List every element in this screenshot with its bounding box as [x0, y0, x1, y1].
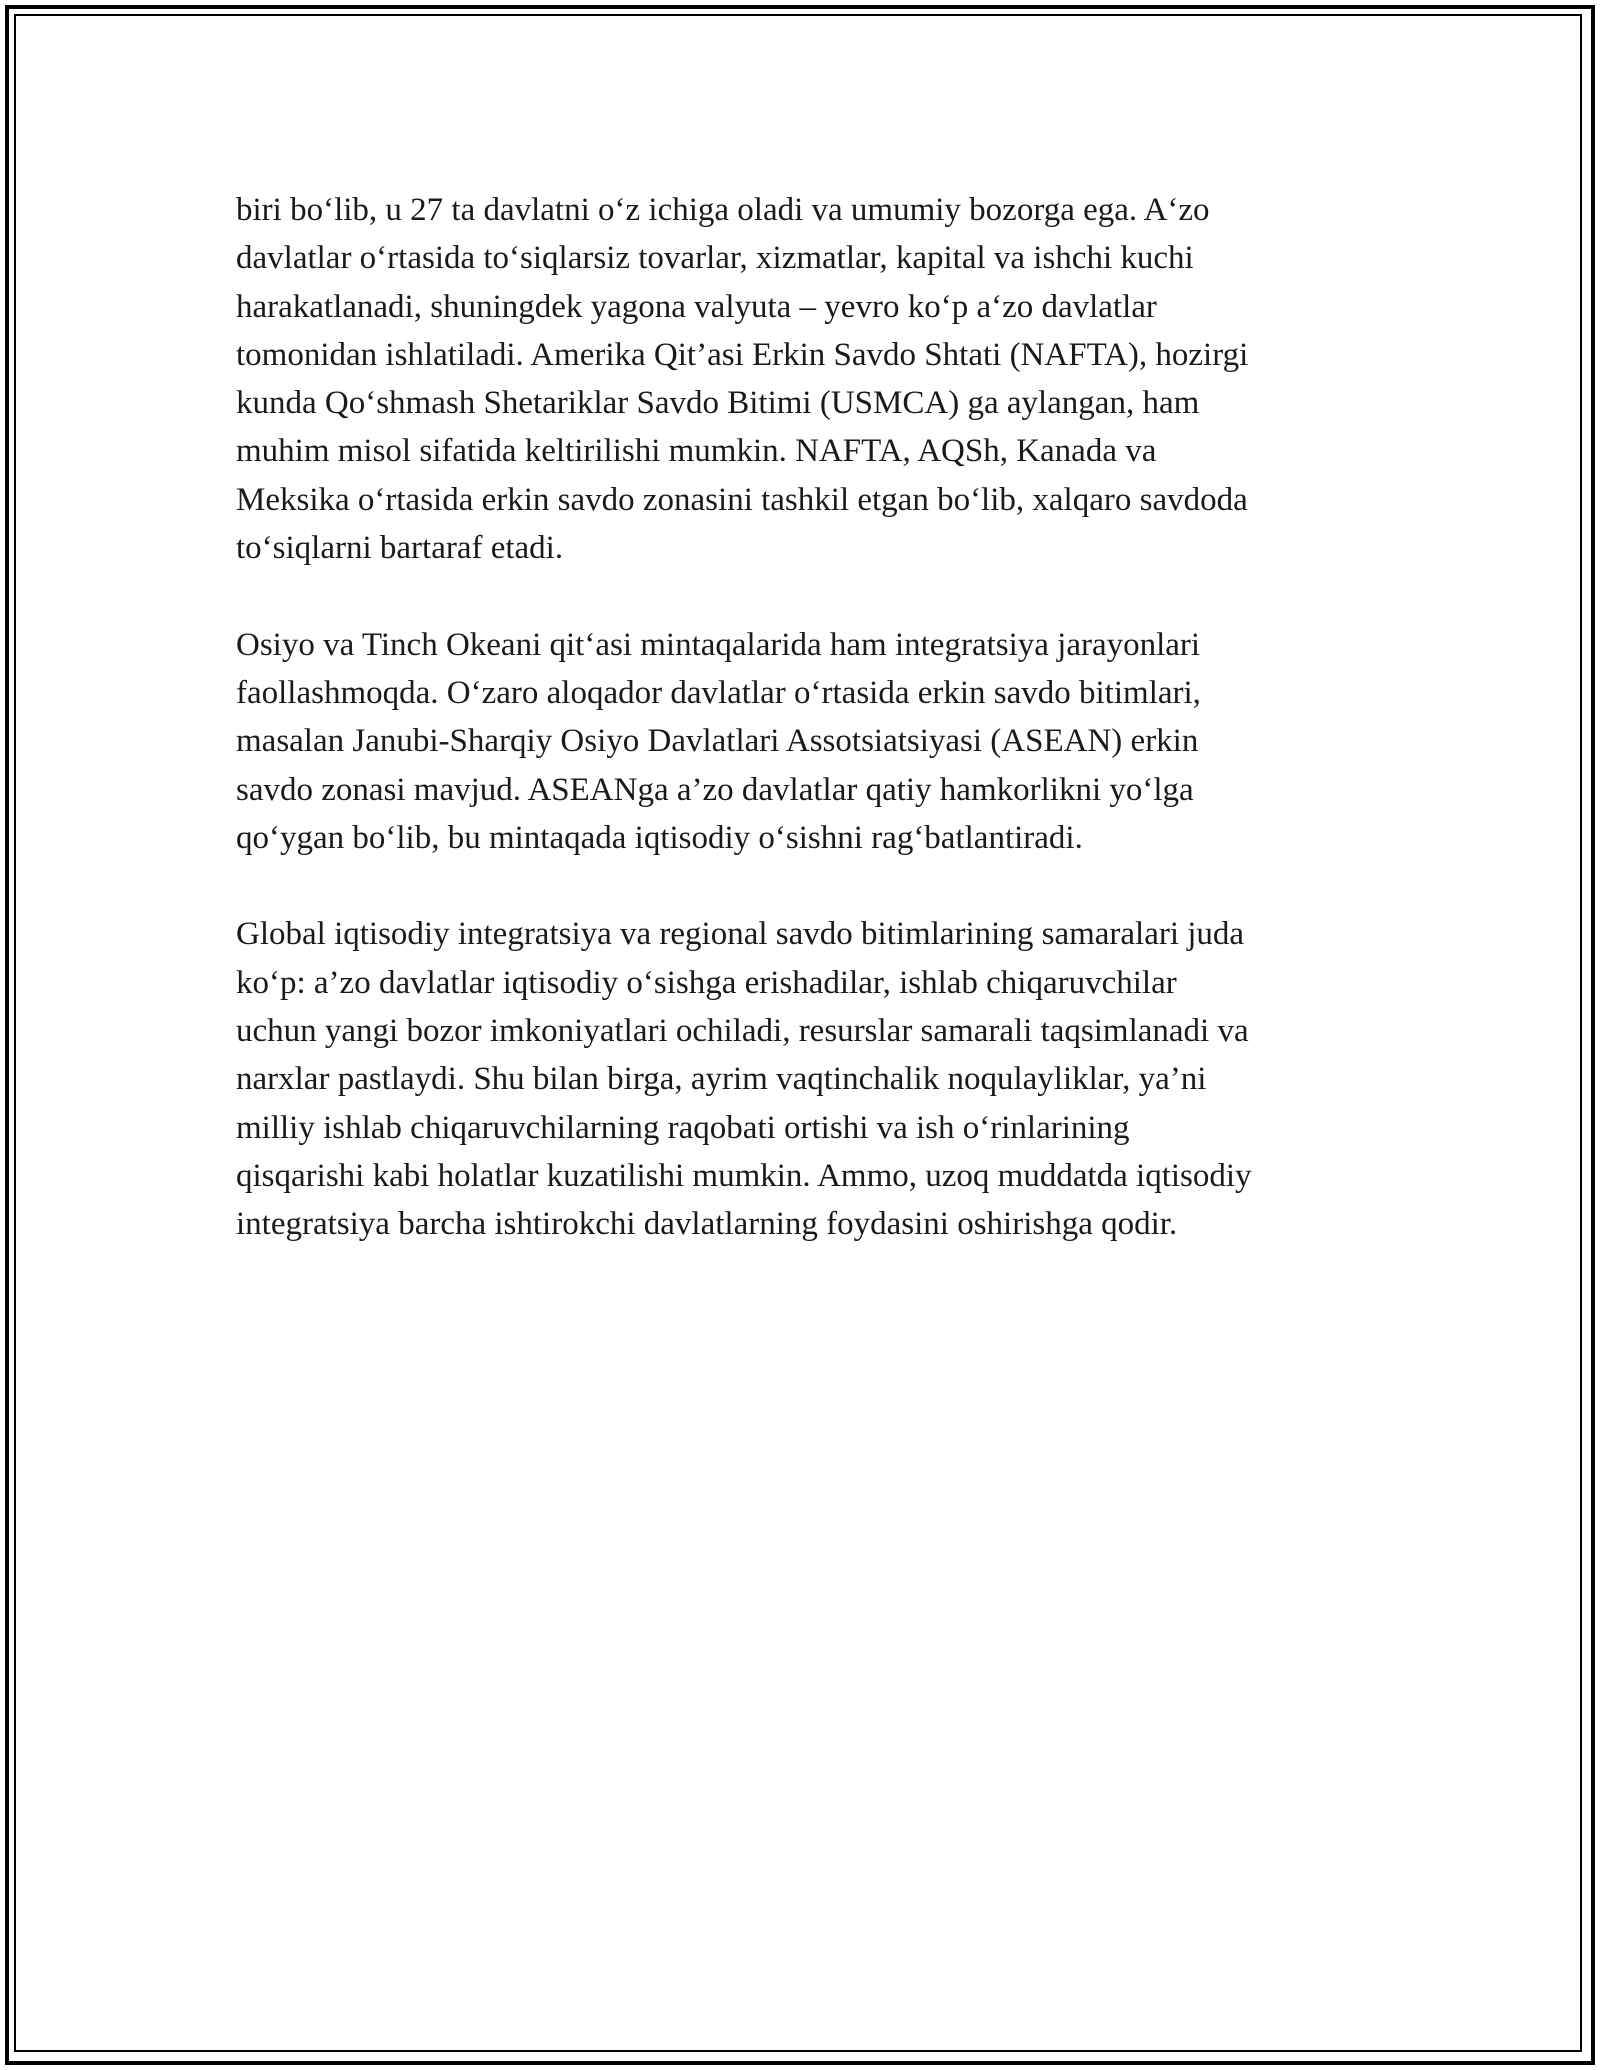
- paragraph-2: Osiyo va Tinch Okeani qit‘asi mintaqalarida ham integratsiya jarayonlari faollashmoqda. O‘zaro aloqador davlatlar o‘rtasida erkin savdo bitimlari, masalan Janubi-Sharqiy Osiyo Davlatlari Assotsiatsiyasi (ASEAN) erkin savdo zonasi mavjud. ASEANga a’zo davlatlar qatiy hamkorlikni yo‘lga qo‘ygan bo‘lib, bu mintaqada iqtisodiy o‘sishni rag‘batlantiradi.: [236, 626, 1201, 856]
- document-body: [236, 186, 1376, 1297]
- paragraph-3: Global iqtisodiy integratsiya va regional savdo bitimlarining samaralari juda ko‘p: a’zo davlatlar iqtisodiy o‘sishga erishadilar, ishlab chiqaruvchilar uchun yangi bozor imkoniyatlari ochiladi, resurslar samarali taqsimlanadi va narxlar pastlaydi. Shu bilan birga, ayrim vaqtinchalik noqulayliklar, ya’ni milliy ishlab chiqaruvchilarning raqobati ortishi va ish o‘rinlarining qisqarishi kabi holatlar kuzatilishi mumkin. Ammo, uzoq muddatda iqtisodiy integratsiya barcha ishtirokchi davlatlarning foydasini oshirishga qodir.: [236, 916, 1252, 1243]
- paragraph-1: biri bo‘lib, u 27 ta davlatni o‘z ichiga oladi va umumiy bozorga ega. A‘zo davlatlar o‘rtasida to‘siqlarsiz tovarlar, xizmatlar, kapital va ishchi kuchi harakatlanadi, shuningdek yagona valyuta – yevro ko‘p a‘zo davlatlar tomonidan ishlatiladi. Amerika Qit’asi Erkin Savdo Shtati (NAFTA), hozirgi kunda Qo‘shmash Shetariklar Savdo Bitimi (USMCA) ga aylangan, ham muhim misol sifatida keltirilishi mumkin. NAFTA, AQSh, Kanada va Meksika o‘rtasida erkin savdo zonasini tashkil etgan bo‘lib, xalqaro savdoda to‘siqlarni bartaraf etadi.: [236, 192, 1249, 567]
